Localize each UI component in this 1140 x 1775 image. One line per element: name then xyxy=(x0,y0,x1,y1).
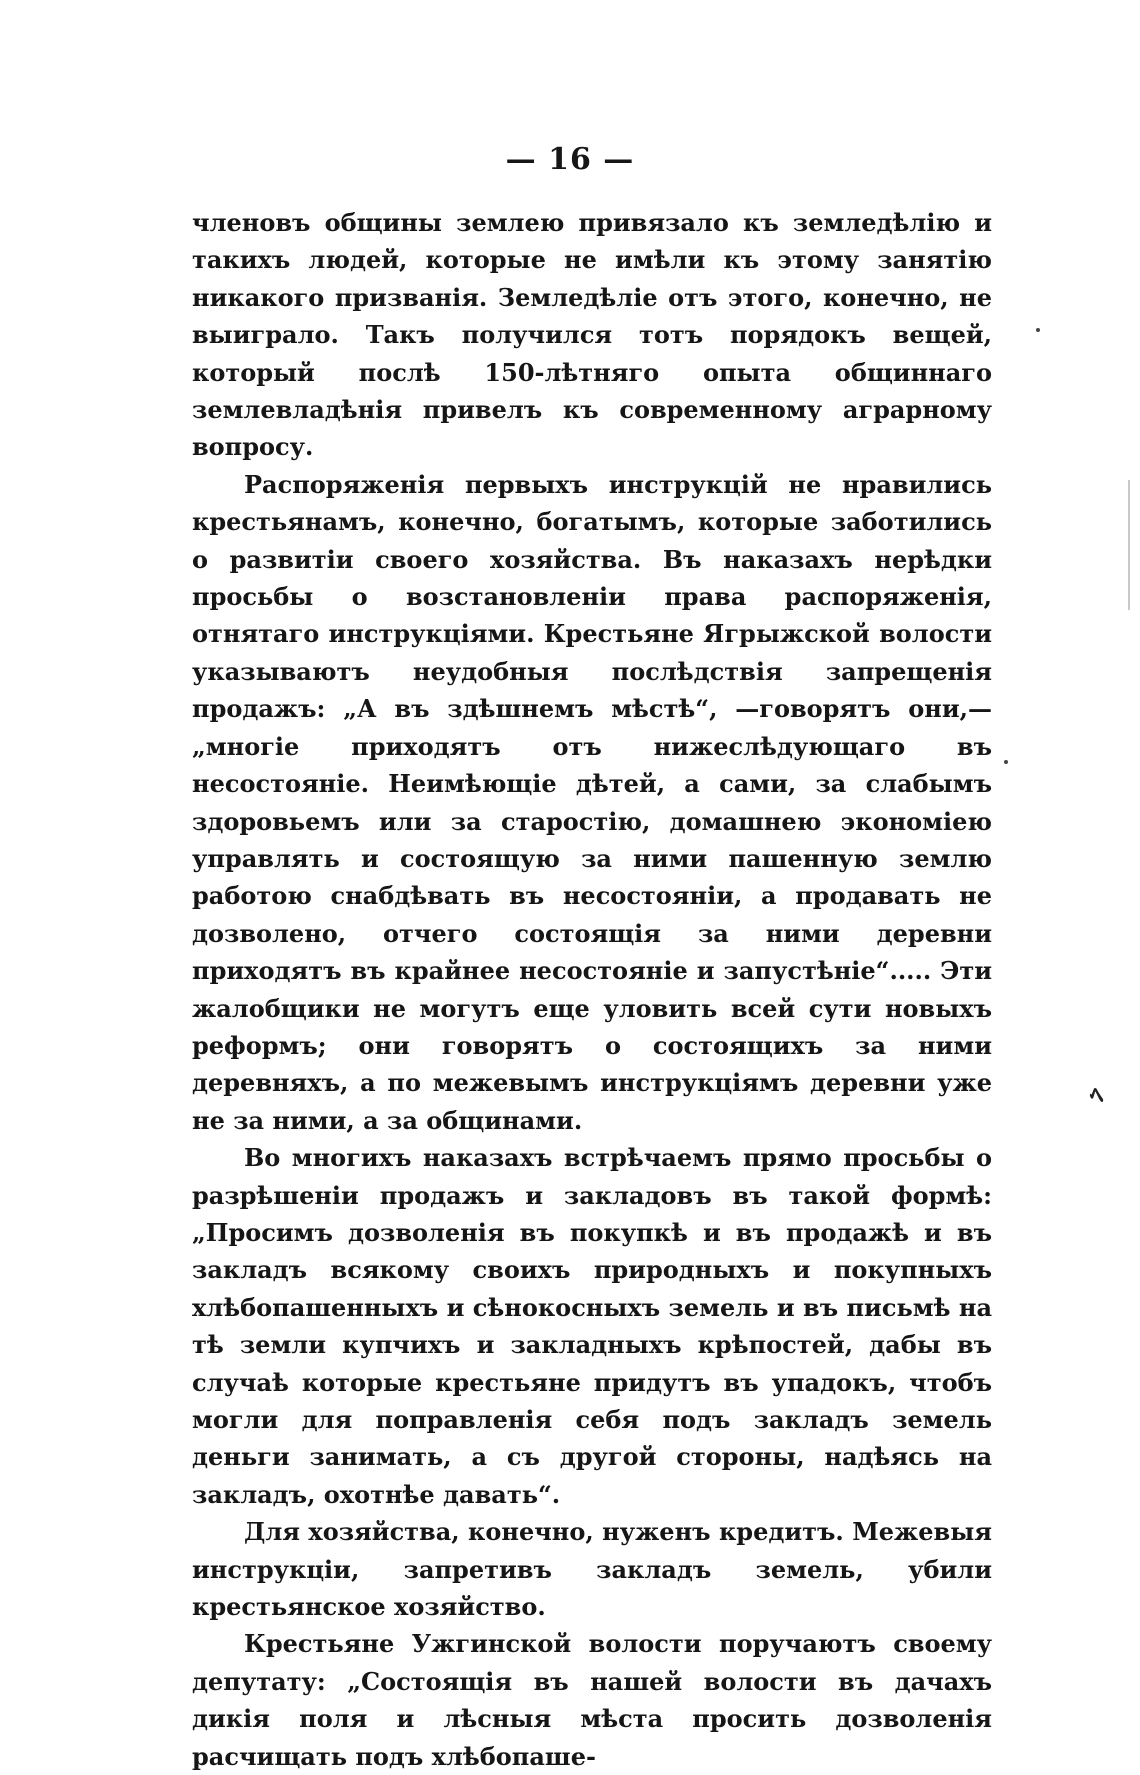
page-edge-shadow xyxy=(1128,480,1130,610)
margin-dot xyxy=(1036,328,1040,332)
margin-annotation-mark: ﾍ xyxy=(1090,1081,1104,1111)
paragraph-5: Крестьяне Ужгинской волости поручаютъ своему депутату: „Состоящія въ нашей волости въ дачахъ дикія поля и лѣсныя мѣста просить дозволенія расчищать подъ хлѣбопаше- xyxy=(192,1629,992,1771)
paragraph-3: Во многихъ наказахъ встрѣчаемъ прямо просьбы о разрѣшеніи продажъ и закладовъ въ такой формѣ: „Просимъ дозволенія въ покупкѣ и въ продажѣ и въ закладъ всякому своихъ природныхъ и покупныхъ хлѣбопашенныхъ и сѣнокосныхъ земель и въ письмѣ на тѣ земли купчихъ и закладныхъ крѣпостей, дабы въ случаѣ которые крестьяне придутъ въ упадокъ, чтобъ могли для поправленія себя подъ закладъ земель деньги занимать, а съ другой стороны, надѣясь на закладъ, охотнѣе давать“. xyxy=(192,1143,992,1509)
paragraph-2: Распоряженія первыхъ инструкцій не нравились крестьянамъ, конечно, богатымъ, которые заботились о развитіи своего хозяйства. Въ наказахъ нерѣдки просьбы о возстановленіи права распоряженія, отнятаго инструкціями. Крестьяне Ягрыжской волости указываютъ неудобныя послѣдствія запрещенія продажъ: „А въ здѣшнемъ мѣстѣ“, —говорятъ они,— „многіе приходятъ отъ нижеслѣдующаго въ несостояніе. Неимѣющіе дѣтей, а сами, за слабымъ здоровьемъ или за старостію, домашнею экономіею управлять и состоящую за ними пашенную землю работою снабдѣвать въ несостояніи, а продавать не дозволено, отчего состоящія за ними деревни приходятъ въ крайнее несостояніе и запустѣніе“..... Эти жалобщики не могутъ еще уловить всей сути новыхъ реформъ; они говорятъ о состоящихъ за ними деревняхъ, а по межевымъ инструкціямъ деревни уже не за ними, а за общинами. xyxy=(192,469,992,1135)
margin-dot xyxy=(1004,760,1008,764)
paragraph-1: членовъ общины землею привязало къ земледѣлію и такихъ людей, которые не имѣли къ этому занятію никакого призванія. Земледѣліе отъ этого, конечно, не выиграло. Такъ получился тотъ порядокъ вещей, который послѣ 150-лѣтняго опыта общиннаго землевладѣнія привелъ къ современному аграрному вопросу. xyxy=(192,208,992,462)
paragraph-4: Для хозяйства, конечно, нуженъ кредитъ. Межевыя инструкціи, запретивъ закладъ земель, убили крестьянское хозяйство. xyxy=(192,1517,992,1622)
text-column xyxy=(192,204,992,1775)
page-number: — 16 — xyxy=(505,142,635,177)
